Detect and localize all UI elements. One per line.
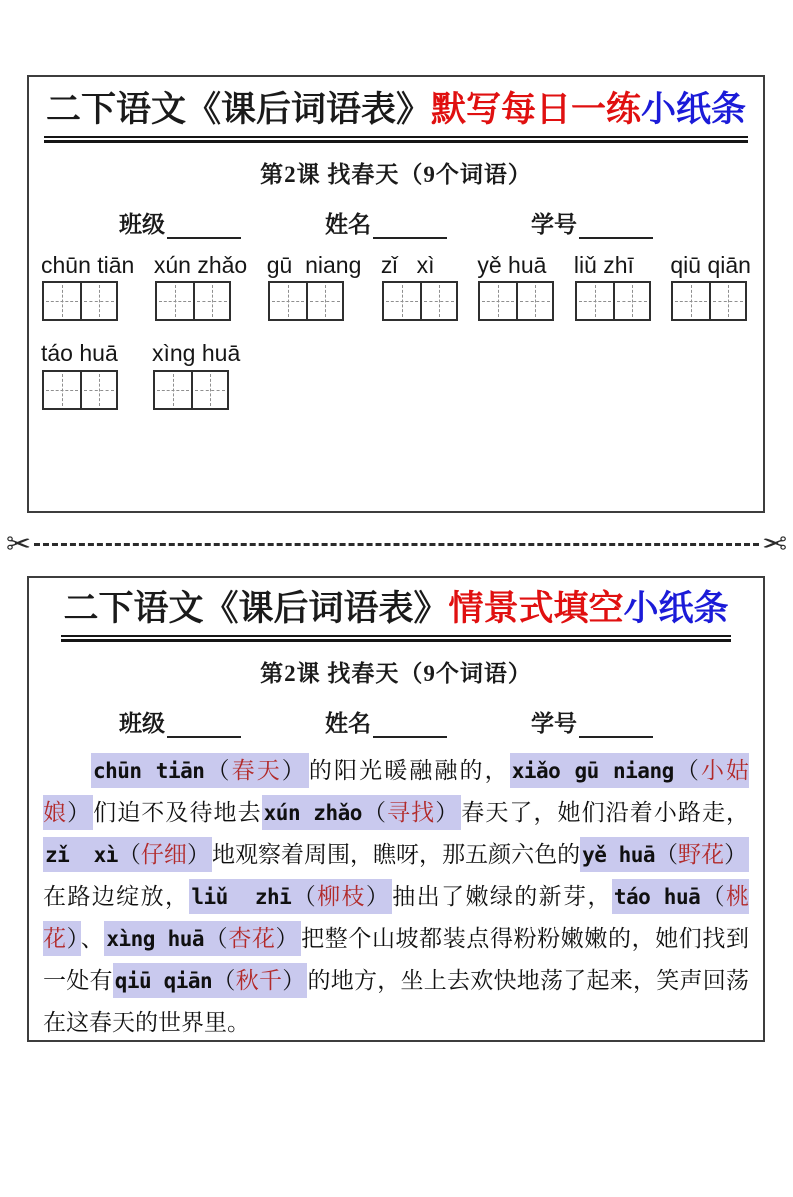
- section-dictation-strip: [27, 75, 765, 513]
- blank-answer: 小姑娘: [43, 758, 750, 825]
- name-field: [325, 705, 447, 738]
- student-id-field: [531, 206, 653, 239]
- fill-blank: [104, 921, 301, 956]
- grid-cell: [80, 372, 116, 408]
- passage-text: 地观察着周围，瞧呀，那五颜六色的: [211, 842, 581, 867]
- fill-in-title-row: [39, 588, 753, 637]
- grid-cell: [270, 283, 306, 319]
- paren-close: ）: [275, 926, 300, 951]
- paren-close: ）: [186, 842, 210, 867]
- name-field-blank: [373, 213, 447, 239]
- grid-cell: [191, 372, 227, 408]
- blank-pinyin: chūn tiān: [93, 759, 205, 783]
- blank-pinyin: táo huā: [613, 885, 701, 909]
- grid-cell: [577, 283, 613, 319]
- grid-cell: [613, 283, 649, 319]
- blank-answer: 春天: [231, 758, 282, 783]
- blank-answer: 桃花: [43, 884, 750, 951]
- word-pinyin: gū niang: [266, 252, 362, 278]
- fill-blank: [580, 837, 749, 872]
- passage-text: 的地方，坐上去欢快地荡了起来，笑声回荡在这春天的世界里。: [43, 968, 750, 1035]
- passage-text: 的阳光暖融融的，: [308, 758, 510, 783]
- fill-blank: [91, 753, 309, 788]
- dictation-title-red: 默写每日一练: [430, 90, 641, 129]
- word-item: [381, 253, 458, 321]
- dictation-title-row: [39, 89, 753, 138]
- class-field-label: 班级: [119, 711, 165, 736]
- paren-close: ）: [66, 926, 79, 951]
- grid-cell: [516, 283, 552, 319]
- name-field-label: 姓名: [325, 212, 371, 237]
- scissors-icon: ✂: [6, 526, 32, 562]
- blank-pinyin: xìng huā: [106, 927, 205, 951]
- paren-close: ）: [281, 758, 307, 783]
- word-pinyin: chūn tiān: [41, 252, 135, 278]
- blank-pinyin: zǐ xì: [45, 843, 118, 867]
- word-item: [670, 253, 751, 321]
- scissors-icon: ✂: [761, 526, 787, 562]
- fill-in-title-blue: 小纸条: [623, 589, 729, 628]
- passage-text: 把整个山坡都装点得粉粉嫩嫩的，她们找到一处有: [43, 926, 750, 993]
- passage-text: 们迫不及待地去: [93, 800, 262, 825]
- lesson-heading: 第2课 找春天（9个词语）: [260, 162, 532, 187]
- paren-close: ）: [435, 800, 460, 825]
- blank-answer: 寻找: [387, 800, 436, 825]
- paren-open: （: [673, 758, 701, 783]
- word-row: [41, 341, 751, 409]
- word-item: [41, 341, 118, 409]
- student-id-field: [531, 705, 653, 738]
- writing-grid: [153, 370, 229, 410]
- paren-open: （: [117, 842, 141, 867]
- name-field-blank: [373, 712, 447, 738]
- cut-dash-line: [34, 543, 759, 546]
- cut-line: [6, 513, 787, 576]
- word-pinyin: liǔ zhī: [573, 252, 634, 278]
- paren-open: （: [204, 926, 229, 951]
- lesson-heading: 第2课 找春天（9个词语）: [260, 661, 532, 686]
- grid-cell: [155, 372, 191, 408]
- writing-grid: [42, 281, 118, 321]
- fill-in-title: [61, 588, 730, 637]
- grid-cell: [80, 283, 116, 319]
- class-field-blank: [167, 213, 241, 239]
- grid-cell: [44, 372, 80, 408]
- blank-pinyin: xiǎo gū niang: [511, 759, 674, 783]
- word-item: [267, 253, 362, 321]
- worksheet-page: [0, 75, 793, 1042]
- blank-pinyin: xún zhǎo: [263, 801, 362, 825]
- passage-text: 抽出了嫩绿的新芽，: [392, 884, 612, 909]
- class-field-label: 班级: [119, 212, 165, 237]
- paren-close: ）: [724, 842, 748, 867]
- blank-answer: 秋千: [235, 968, 283, 993]
- student-fields-row: [39, 206, 753, 239]
- grid-cell: [44, 283, 80, 319]
- word-pinyin: xìng huā: [152, 340, 241, 367]
- word-item: [154, 253, 247, 321]
- word-row: [41, 253, 751, 321]
- paren-open: （: [291, 884, 318, 909]
- name-field: [325, 206, 447, 239]
- paren-close: ）: [282, 968, 306, 993]
- blank-answer: 柳枝: [317, 884, 366, 909]
- writing-grid: [478, 281, 554, 321]
- word-pinyin: yě huā: [477, 252, 547, 278]
- paren-close: ）: [67, 800, 92, 825]
- grid-cell: [420, 283, 456, 319]
- dictation-title-black: 二下语文《课后词语表》: [45, 90, 431, 129]
- writing-grid: [268, 281, 344, 321]
- passage-text: 在路边绽放，: [43, 884, 190, 909]
- writing-grid: [155, 281, 231, 321]
- passage-text: 、: [80, 926, 105, 951]
- grid-cell: [480, 283, 516, 319]
- writing-grid: [382, 281, 458, 321]
- grid-cell: [709, 283, 745, 319]
- blank-pinyin: yě huā: [582, 843, 656, 867]
- passage-text: 春天了，她们沿着小路走，: [461, 800, 750, 825]
- name-field-label: 姓名: [325, 711, 371, 736]
- student-id-field-blank: [579, 213, 653, 239]
- grid-cell: [306, 283, 342, 319]
- class-field: [119, 705, 241, 738]
- word-pinyin: zǐ xì: [380, 252, 435, 278]
- grid-cell: [193, 283, 229, 319]
- word-pinyin: qiū qiān: [670, 252, 751, 278]
- paren-open: （: [212, 968, 236, 993]
- paren-open: （: [204, 758, 232, 783]
- student-id-field-label: 学号: [531, 711, 577, 736]
- blank-answer: 仔细: [140, 842, 187, 867]
- fill-blank: [43, 837, 212, 872]
- writing-grid: [671, 281, 747, 321]
- grid-cell: [673, 283, 709, 319]
- class-field: [119, 206, 241, 239]
- fill-in-passage: [39, 750, 753, 1042]
- paren-open: （: [655, 842, 679, 867]
- fill-blank: [113, 963, 308, 998]
- paren-open: （: [700, 884, 727, 909]
- student-fields-row: [39, 705, 753, 738]
- class-field-blank: [167, 712, 241, 738]
- word-list: [39, 253, 753, 410]
- grid-cell: [384, 283, 420, 319]
- word-pinyin: táo huā: [41, 340, 118, 367]
- writing-grid: [575, 281, 651, 321]
- paren-open: （: [361, 800, 388, 825]
- fill-in-title-red: 情景式填空: [448, 589, 624, 628]
- student-id-field-blank: [579, 712, 653, 738]
- fill-in-title-black: 二下语文《课后词语表》: [63, 589, 449, 628]
- fill-blank: [189, 879, 392, 914]
- word-item: [574, 253, 651, 321]
- word-pinyin: xún zhǎo: [153, 252, 248, 278]
- word-item: [477, 253, 554, 321]
- paren-close: ）: [365, 884, 391, 909]
- word-item: [152, 341, 240, 409]
- writing-grid: [42, 370, 118, 410]
- word-item: [41, 253, 134, 321]
- dictation-title: [44, 89, 748, 138]
- grid-cell: [157, 283, 193, 319]
- blank-answer: 杏花: [228, 926, 276, 951]
- dictation-title-blue: 小纸条: [641, 90, 747, 129]
- blank-answer: 野花: [678, 842, 725, 867]
- section-fill-in-strip: [27, 576, 765, 1042]
- blank-pinyin: qiū qiān: [114, 969, 213, 993]
- blank-pinyin: liǔ zhī: [191, 885, 292, 909]
- student-id-field-label: 学号: [531, 212, 577, 237]
- fill-blank: [262, 795, 462, 830]
